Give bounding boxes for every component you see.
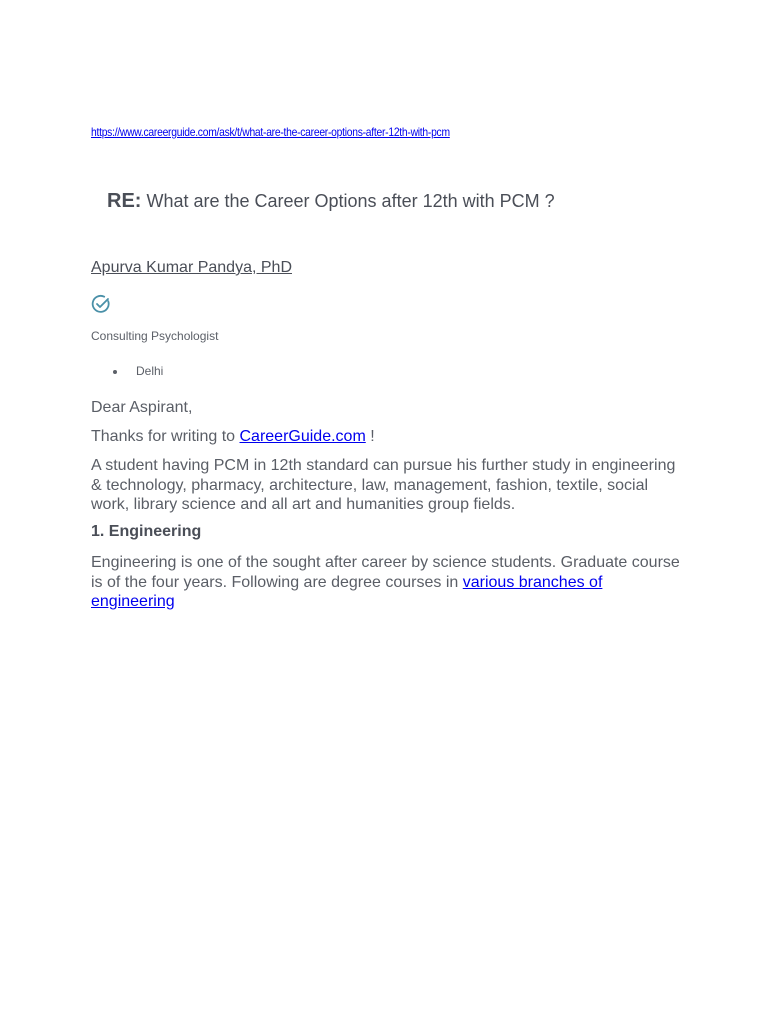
greeting: Dear Aspirant,	[91, 399, 193, 416]
post-title	[107, 190, 555, 213]
intro-paragraph: A student having PCM in 12th standard can pursue his further study in engineering & technology, pharmacy, architecture, law, management, fashion, textile, social work, library science and all art and humanities group fields.	[91, 457, 676, 513]
bullet	[113, 370, 117, 374]
engineering-text: Engineering is one of the sought after career by science students. Graduate course is of the four years. Following are degree courses in	[91, 554, 680, 591]
engineering-paragraph	[91, 553, 681, 612]
answerer-location: Delhi	[136, 364, 164, 378]
thanks-line	[91, 427, 681, 447]
careerguide-link[interactable]: CareerGuide.com	[239, 428, 366, 445]
source-url-link[interactable]: https://www.careerguide.com/ask/t/what-are-the-career-options-after-12th-with-pcm	[91, 125, 450, 139]
answerer-name[interactable]: Apurva Kumar Pandya, PhD	[91, 259, 292, 276]
thanks-suffix: !	[365, 428, 375, 445]
section-heading: 1. Engineering	[91, 523, 202, 540]
thanks-prefix: Thanks for writing to	[91, 428, 240, 445]
question-text: What are the Career Options after 12th with PCM ?	[141, 191, 555, 211]
engineering-branches-link[interactable]: various branches of engineering	[91, 573, 603, 610]
re-prefix: RE:	[107, 190, 142, 212]
answerer-role: Consulting Psychologist	[91, 329, 219, 343]
check-circle-icon	[91, 294, 111, 314]
